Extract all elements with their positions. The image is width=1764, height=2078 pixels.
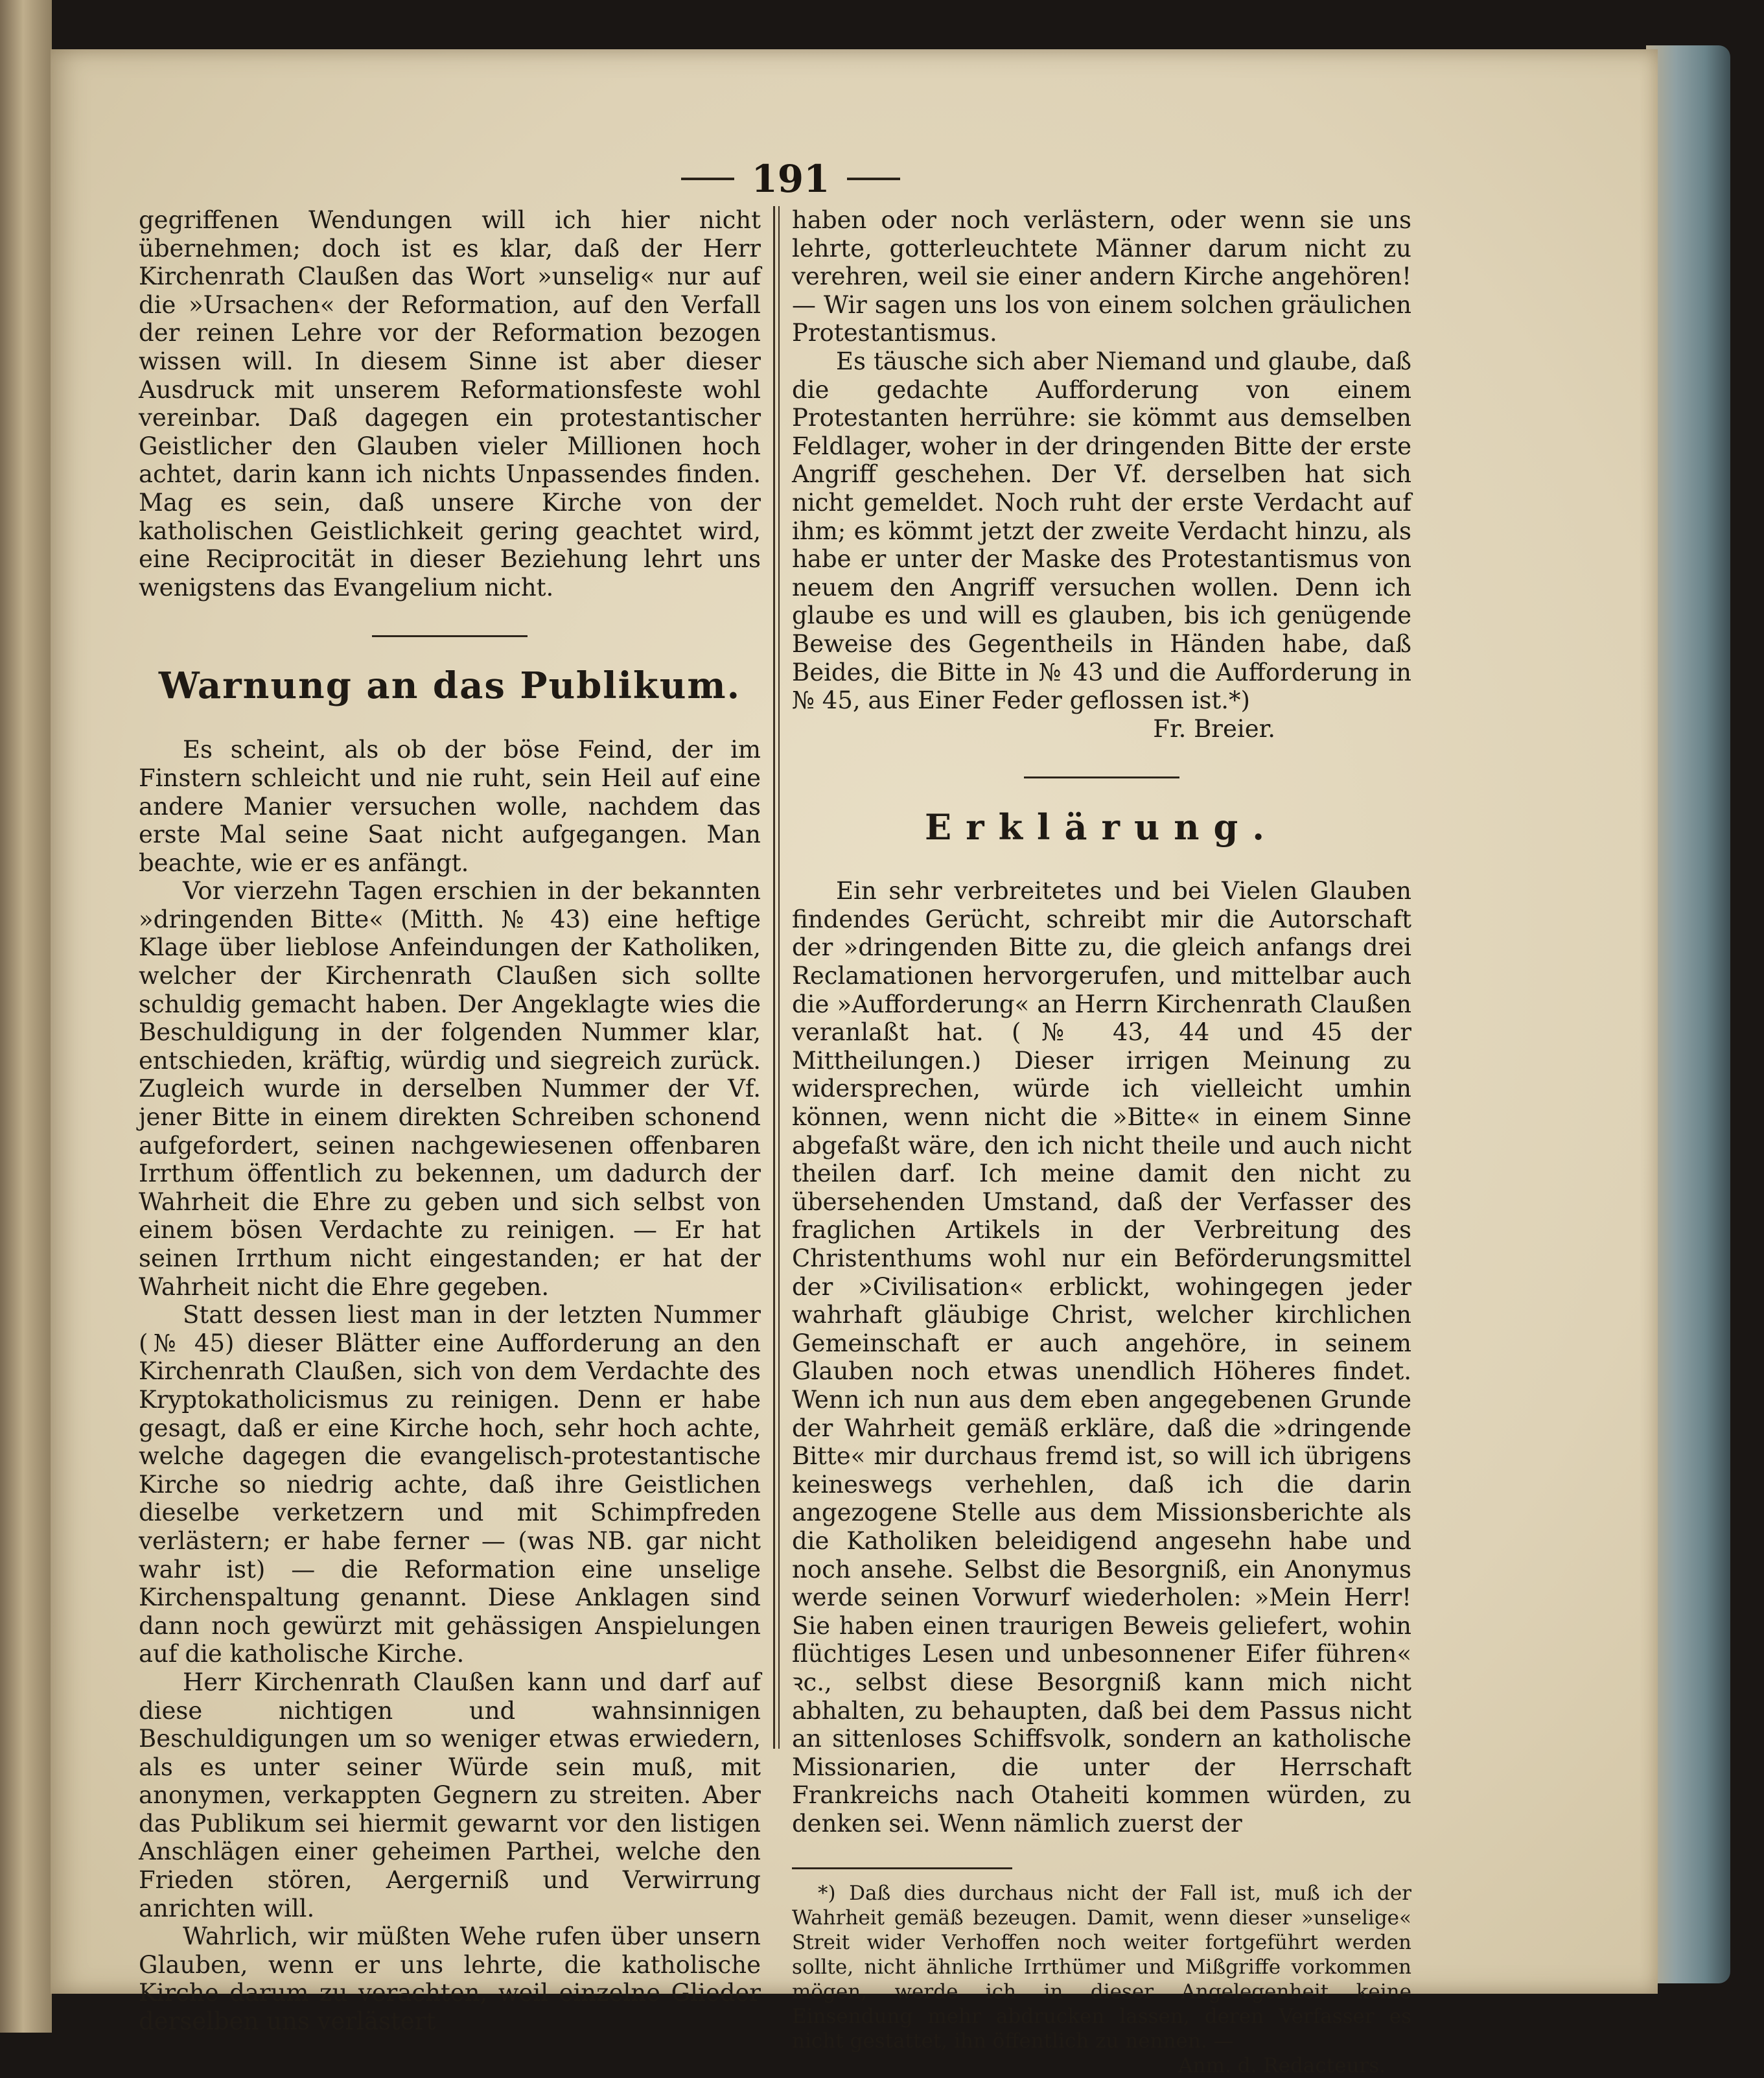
paragraph: Statt dessen liest man in der letzten Nummer (№ 45) dieser Blätter eine Aufforderung an den Kirchenrath Claußen, sich von dem Verdachte des Kryptokatholicismus zu reinigen. Denn er habe gesagt, daß er eine Kirche hoch, sehr hoch achte, welche dagegen die evangelisch-protestantische Kirche so niedrig achte, daß ihre Geistlichen dieselbe verketzern und mit Schimpfreden verlästern; er habe ferner — (was NB. gar nicht wahr ist) — die Reformation eine unselige Kirchenspaltung genannt. Diese Anklagen sind dann noch gewürzt mit gehässigen Anspielungen auf die katholische Kirche. [139,1301,761,1668]
page-number [680,153,901,205]
article-heading-warnung: Warnung an das Publikum. [158,664,741,708]
footnote [792,1881,1411,2078]
paragraph: Ein sehr verbreitetes und bei Vielen Glauben findendes Gerücht, schreibt mir die Autorschaft der »dringenden Bitte zu, die gleich anfangs drei Reclamationen hervorgerufen, und mittelbar auch die »Aufforderung« an Herrn Kirchenrath Claußen veranlaßt hat. (№ 43, 44 und 45 der Mittheilungen.) Dieser irrigen Meinung zu widersprechen, würde ich vielleicht umhin können, wenn nicht die »Bitte« in einem Sinne abgefaßt wäre, den ich nicht theile und auch nicht theilen darf. Ich meine damit den nicht zu übersehenden Umstand, daß der Verfasser des fraglichen Artikels in der Verbreitung des Christenthums wohl nur ein Beförderungsmittel der »Civilisation« erblickt, wohingegen jeder wahrhaft gläubige Christ, welcher kirchlichen Gemeinschaft er auch angehöre, in seinem Glauben noch etwas unendlich Höheres findet. Wenn ich nun aus dem eben angegebenen Grunde der Wahrheit gemäß erkläre, daß die »dringende Bitte« mir durchaus fremd ist, so will ich übrigens keineswegs verhehlen, daß ich die darin angezogene Stelle aus dem Missionsberichte als die Katholiken beleidigend angesehn habe und noch ansehe. Selbst die Besorgniß, ein Anonymus werde seinen Vorwurf wiederholen: »Mein Herr! Sie haben einen traurigen Beweis geliefert, wohin flüchtiges Lesen und unbesonnener Eifer führen« ꝛc., selbst diese Besorgniß kann mich nicht abhalten, zu behaupten, daß bei dem Passus nicht an sittenloses Schiffsvolk, sondern an katholische Missionarien, die unter der Herrschaft Frankreichs nach Otaheiti kommen würden, zu denken sei. Wenn nämlich zuerst der [792,877,1411,1838]
article-heading-erklaerung: Erklärung. [924,806,1279,848]
footnote-signature: Anm. d. Redacteurs. [1178,2054,1386,2078]
right-column [792,206,1411,2078]
book-spine [1646,45,1730,1983]
book-left-edge [0,0,52,2033]
column-rule [773,206,775,1749]
paragraph: Wahrlich, wir müßten Wehe rufen über unsern Glauben, wenn er uns lehrte, die katholische Kirche darum zu verachten, weil einzelne Glieder derselben uns verlästert [139,1922,761,2036]
continued-paragraph: haben oder noch verlästern, oder wenn sie uns lehrte, gotterleuchtete Männer darum nicht zu verehren, weil sie einer andern Kirche angehören! — Wir sagen uns los von einem solchen gräulichen Protestantismus. [792,206,1411,347]
section-divider [372,635,528,637]
paragraph: Es scheint, als ob der böse Feind, der im Finstern schleicht und nie ruht, sein Heil auf eine andere Manier versuchen wolle, nachdem das erste Mal seine Saat nicht aufgegangen. Man beachte, wie er es anfängt. [139,736,761,877]
left-column [139,206,761,2036]
section-divider [1024,776,1179,778]
page-number-dash-right [847,178,900,180]
continued-paragraph: gegriffenen Wendungen will ich hier nicht übernehmen; doch ist es klar, daß der Herr Kirchenrath Claußen das Wort »unselig« nur auf die »Ursachen« der Reformation, auf den Verfall der reinen Lehre vor der Reformation bezogen wissen will. In diesem Sinne ist aber dieser Ausdruck mit unserem Reformationsfeste wohl vereinbar. Daß dagegen ein protestantischer Geistlicher den Glauben vieler Millionen hoch achtet, darin kann ich nichts Unpassendes finden. Mag es sein, daß unsere Kirche von der katholischen Geistlichkeit gering geachtet wird, eine Reciprocität in dieser Beziehung lehrt uns wenigstens das Evangelium nicht. [139,206,761,601]
paragraph: Vor vierzehn Tagen erschien in der bekannten »dringenden Bitte« (Mitth. № 43) eine heftige Klage über lieblose Anfeindungen der Katholiken, welcher der Kirchenrath Claußen sich sollte schuldig gemacht haben. Der Angeklagte wies die Beschuldigung in der folgenden Nummer klar, entschieden, kräftig, würdig und siegreich zurück. Zugleich wurde in derselben Nummer der Vf. jener Bitte in einem direkten Schreiben schonend aufgefordert, seinen nachgewiesenen offenbaren Irrthum öffentlich zu bekennen, um dadurch der Wahrheit die Ehre zu geben und sich selbst von einem bösen Verdachte zu reinigen. — Er hat seinen Irrthum nicht eingestanden; er hat der Wahrheit nicht die Ehre gegeben. [139,877,761,1301]
paragraph: Herr Kirchenrath Claußen kann und darf auf diese nichtigen und wahnsinnigen Beschuldigungen um so weniger etwas erwiedern, als es unter seiner Würde sein muß, mit anonymen, verkappten Gegnern zu streiten. Aber das Publikum sei hiermit gewarnt vor den listigen Anschlägen einer geheimen Parthei, welche den Frieden stören, Aergerniß und Verwirrung anrichten will. [139,1668,761,1922]
author-signature: Fr. Breier. [1153,714,1275,743]
page-number-dash-left [681,178,734,180]
column-rule-double [778,206,780,1749]
footnote-rule [792,1867,1012,1869]
page-number-text: 191 [751,157,830,201]
footnote-text: *) Daß dies durchaus nicht der Fall ist, muß ich der Wahrheit gemäß bezeugen. Damit, wenn dieser »unselige« Streit wider Verhoffen noch weiter fortgeführt werden sollte, nicht ähnliche Irrthümer und Mißgriffe vorkommen mögen, werde ich in dieser Angelegenheit keine Einsendung mehr abdrucken lassen, deren Verfasser es nicht gestattet, ihn öffentlich zu nennen. — [792,1882,1411,2053]
paragraph: Es täusche sich aber Niemand und glaube, daß die gedachte Aufforderung von einem Protestanten herrühre: sie kömmt aus demselben Feldlager, woher in der dringenden Bitte der erste Angriff geschehen. Der Vf. derselben hat sich nicht gemeldet. Noch ruht der erste Verdacht auf ihm; es kömmt jetzt der zweite Verdacht hinzu, als habe er unter der Maske des Protestantismus von neuem den Angriff versuchen wollen. Denn ich glaube es und will es glauben, bis ich genügende Beweise des Gegentheils in Händen habe, daß Beides, die Bitte in № 43 und die Aufforderung in № 45, aus Einer Feder geflossen ist.*) [792,347,1411,715]
